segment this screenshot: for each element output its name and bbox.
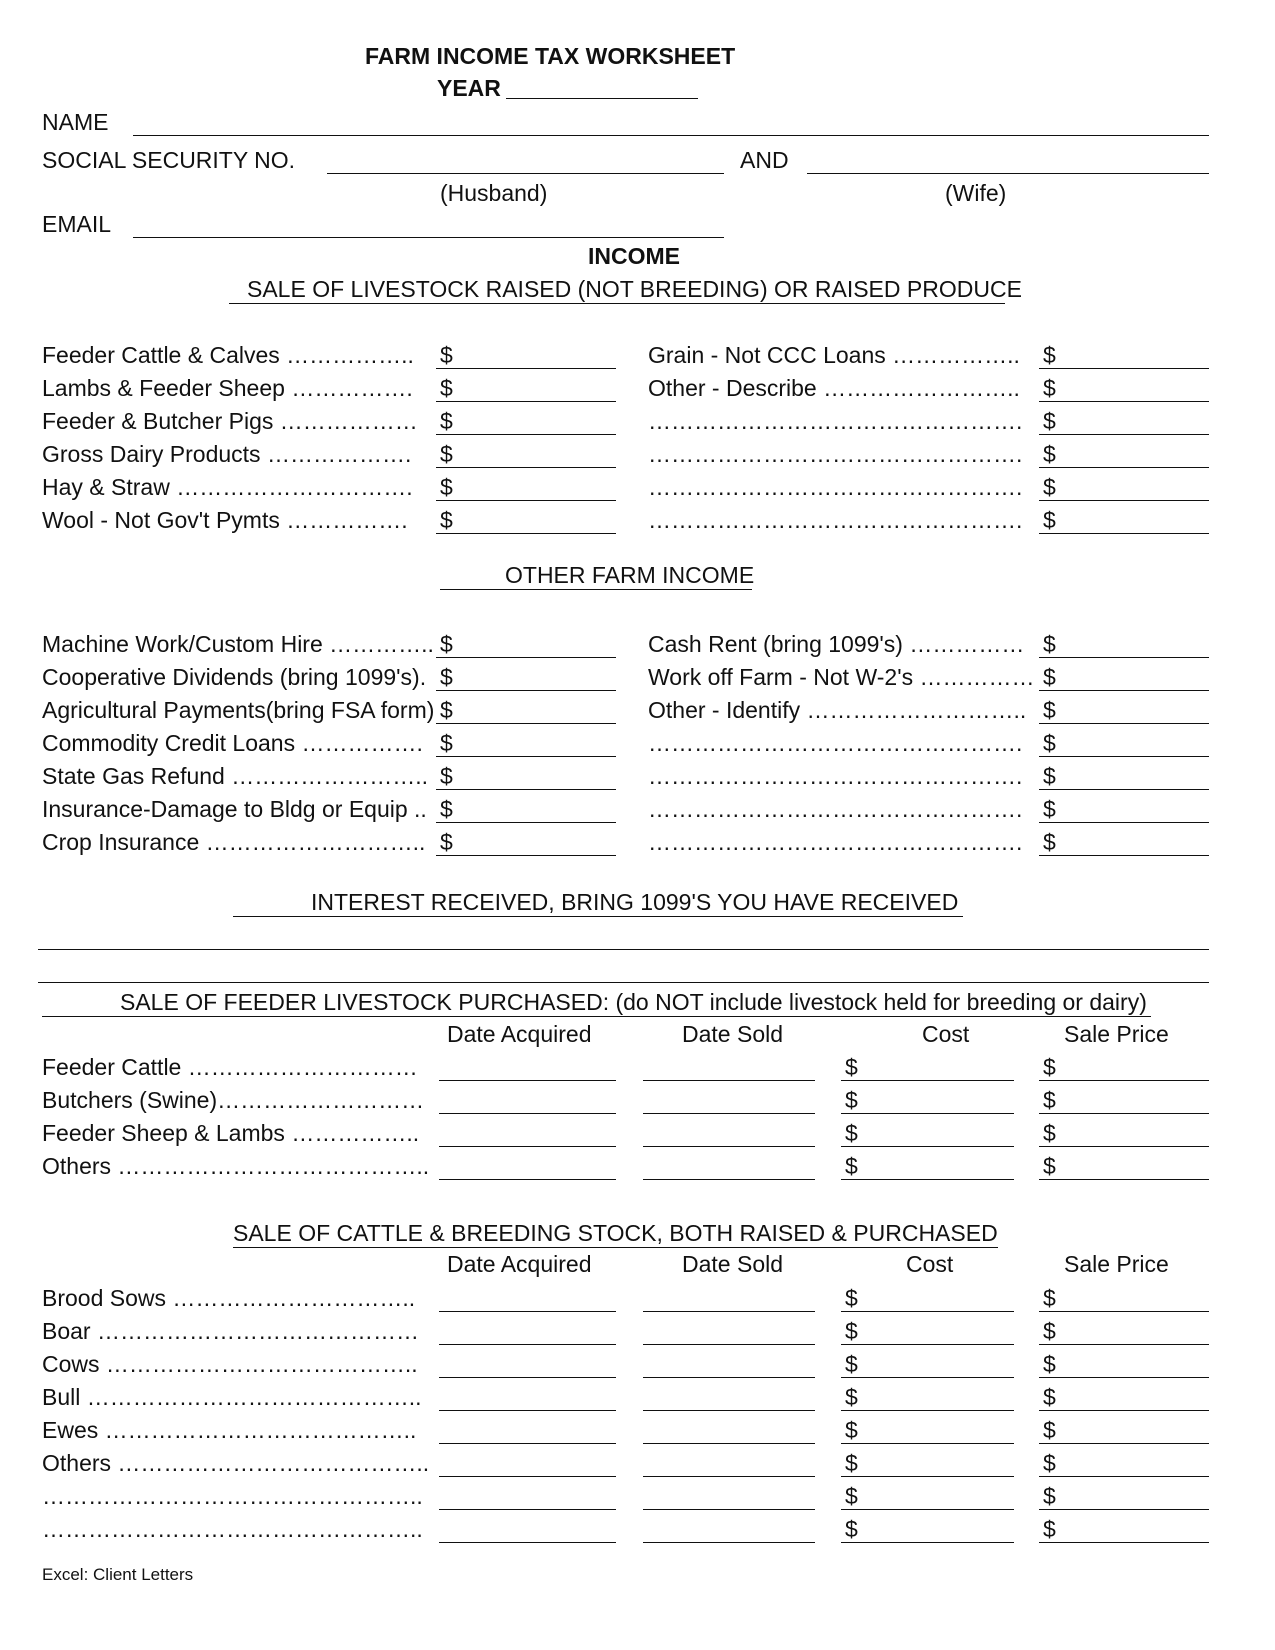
breeding-row-label: Brood Sows ………………………….. [42, 1285, 416, 1311]
income-amount-field[interactable] [436, 374, 616, 402]
dollar-sign: $ [440, 796, 453, 822]
other-income-item-label: Other - Identify ……………………….. [648, 697, 1027, 723]
dollar-sign: $ [1043, 796, 1056, 822]
breeding-sale-underline [233, 1247, 998, 1248]
other-income-amount-field[interactable] [1039, 663, 1209, 691]
other-income-item-label: Commodity Credit Loans ……………. [42, 730, 423, 756]
other-income-amount-field[interactable] [1039, 696, 1209, 724]
dollar-sign: $ [1043, 1120, 1056, 1146]
income-item-label: Feeder & Butcher Pigs ……………… [42, 408, 418, 434]
dollar-sign: $ [1043, 1087, 1056, 1113]
ssn-label: SOCIAL SECURITY NO. [42, 147, 296, 173]
breeding-date-sold-field[interactable] [643, 1383, 815, 1411]
breeding-sale-heading: SALE OF CATTLE & BREEDING STOCK, BOTH RAISED & PURCHASED [233, 1220, 998, 1246]
dollar-sign: $ [1043, 1450, 1056, 1476]
other-income-amount-field[interactable] [436, 663, 616, 691]
year-field[interactable] [506, 98, 698, 99]
breeding-col-date-acquired: Date Acquired [447, 1251, 592, 1277]
other-income-item-label: Cash Rent (bring 1099's) …………… [648, 631, 1025, 657]
breeding-cost-field[interactable] [841, 1317, 1014, 1345]
income-subheading-underline [229, 303, 1005, 304]
dollar-sign: $ [1043, 1417, 1056, 1443]
breeding-cost-field[interactable] [841, 1482, 1014, 1510]
income-item-label: Other - Describe …………………….. [648, 375, 1020, 401]
other-income-item-label: State Gas Refund …………………….. [42, 763, 429, 789]
name-label: NAME [42, 109, 109, 135]
breeding-cost-field[interactable] [841, 1449, 1014, 1477]
dollar-sign: $ [440, 631, 453, 657]
income-item-label: …………………………………………. [648, 408, 1023, 434]
feeder-date-acquired-field[interactable] [439, 1053, 616, 1081]
husband-label: (Husband) [440, 180, 548, 206]
dollar-sign: $ [440, 375, 453, 401]
other-income-amount-field[interactable] [1039, 762, 1209, 790]
feeder-sale-price-field[interactable] [1039, 1053, 1209, 1081]
income-amount-field[interactable] [436, 473, 616, 501]
dollar-sign: $ [1043, 408, 1056, 434]
other-income-amount-field[interactable] [436, 828, 616, 856]
breeding-sale-price-field[interactable] [1039, 1317, 1209, 1345]
breeding-date-sold-field[interactable] [643, 1515, 815, 1543]
income-item-label: …………………………………………. [648, 507, 1023, 533]
feeder-row-label: Others ………………………………….. [42, 1153, 430, 1179]
income-amount-field[interactable] [1039, 407, 1209, 435]
income-subheading: SALE OF LIVESTOCK RAISED (NOT BREEDING) OR RAISED PRODUCE [247, 276, 1022, 302]
other-income-amount-field[interactable] [1039, 630, 1209, 658]
dollar-sign: $ [845, 1417, 858, 1443]
breeding-date-acquired-field[interactable] [439, 1416, 616, 1444]
feeder-date-sold-field[interactable] [643, 1119, 815, 1147]
income-item-label: Lambs & Feeder Sheep ……………. [42, 375, 413, 401]
income-amount-field[interactable] [1039, 374, 1209, 402]
breeding-sale-price-field[interactable] [1039, 1383, 1209, 1411]
dollar-sign: $ [845, 1483, 858, 1509]
dollar-sign: $ [1043, 664, 1056, 690]
dollar-sign: $ [845, 1054, 858, 1080]
dollar-sign: $ [1043, 1351, 1056, 1377]
income-heading: INCOME [588, 243, 680, 269]
dollar-sign: $ [1043, 1054, 1056, 1080]
breeding-date-sold-field[interactable] [643, 1449, 815, 1477]
dollar-sign: $ [1043, 342, 1056, 368]
income-amount-field[interactable] [436, 440, 616, 468]
dollar-sign: $ [845, 1450, 858, 1476]
other-income-amount-field[interactable] [1039, 795, 1209, 823]
income-amount-field[interactable] [1039, 341, 1209, 369]
other-income-item-label: …………………………………………. [648, 763, 1023, 789]
dollar-sign: $ [1043, 697, 1056, 723]
income-amount-field[interactable] [436, 506, 616, 534]
other-income-item-label: Crop Insurance ……………………….. [42, 829, 426, 855]
feeder-col-cost: Cost [922, 1021, 970, 1047]
breeding-date-acquired-field[interactable] [439, 1482, 616, 1510]
breeding-date-sold-field[interactable] [643, 1416, 815, 1444]
other-income-item-label: …………………………………………. [648, 796, 1023, 822]
dollar-sign: $ [1043, 375, 1056, 401]
breeding-sale-price-field[interactable] [1039, 1515, 1209, 1543]
ssn-husband-field[interactable] [327, 173, 724, 174]
breeding-row-label: Boar …………………………………… [42, 1318, 419, 1344]
breeding-row-label: ………………………………………….. [42, 1483, 423, 1509]
other-income-heading: OTHER FARM INCOME [505, 562, 755, 588]
income-item-label: …………………………………………. [648, 474, 1023, 500]
feeder-row-label: Feeder Cattle ………………………… [42, 1054, 418, 1080]
other-income-amount-field[interactable] [436, 795, 616, 823]
dollar-sign: $ [845, 1285, 858, 1311]
breeding-cost-field[interactable] [841, 1350, 1014, 1378]
breeding-row-label: Ewes ………………………………….. [42, 1417, 417, 1443]
email-field[interactable] [133, 237, 724, 238]
breeding-row-label: ………………………………………….. [42, 1516, 423, 1542]
feeder-sale-underline [42, 1016, 1151, 1017]
year-label: YEAR [437, 75, 501, 101]
other-income-item-label: Agricultural Payments(bring FSA form) [42, 697, 435, 723]
breeding-date-acquired-field[interactable] [439, 1449, 616, 1477]
breeding-date-sold-field[interactable] [643, 1482, 815, 1510]
feeder-col-date-acquired: Date Acquired [447, 1021, 592, 1047]
other-income-amount-field[interactable] [1039, 828, 1209, 856]
other-income-amount-field[interactable] [436, 630, 616, 658]
interest-field-2[interactable] [38, 982, 1209, 983]
breeding-row-label: Others ………………………………….. [42, 1450, 430, 1476]
other-income-item-label: Machine Work/Custom Hire ………….. [42, 631, 434, 657]
feeder-sale-price-field[interactable] [1039, 1152, 1209, 1180]
name-field[interactable] [133, 135, 1209, 136]
breeding-date-acquired-field[interactable] [439, 1383, 616, 1411]
feeder-date-acquired-field[interactable] [439, 1119, 616, 1147]
feeder-sale-heading: SALE OF FEEDER LIVESTOCK PURCHASED: (do NOT include livestock held for breeding or dairy) [120, 989, 1147, 1015]
other-income-item-label: Cooperative Dividends (bring 1099's). [42, 664, 427, 690]
income-amount-field[interactable] [436, 341, 616, 369]
dollar-sign: $ [1043, 1318, 1056, 1344]
other-income-underline [440, 589, 752, 590]
income-amount-field[interactable] [1039, 473, 1209, 501]
breeding-date-sold-field[interactable] [643, 1317, 815, 1345]
wife-label: (Wife) [945, 180, 1007, 206]
dollar-sign: $ [1043, 1153, 1056, 1179]
feeder-cost-field[interactable] [841, 1086, 1014, 1114]
dollar-sign: $ [1043, 1483, 1056, 1509]
breeding-col-sale-price: Sale Price [1064, 1251, 1169, 1277]
dollar-sign: $ [845, 1120, 858, 1146]
income-item-label: …………………………………………. [648, 441, 1023, 467]
feeder-date-sold-field[interactable] [643, 1152, 815, 1180]
dollar-sign: $ [1043, 730, 1056, 756]
dollar-sign: $ [1043, 1285, 1056, 1311]
dollar-sign: $ [1043, 829, 1056, 855]
dollar-sign: $ [1043, 474, 1056, 500]
dollar-sign: $ [1043, 441, 1056, 467]
feeder-col-sale-price: Sale Price [1064, 1021, 1169, 1047]
other-income-amount-field[interactable] [436, 762, 616, 790]
breeding-date-acquired-field[interactable] [439, 1284, 616, 1312]
breeding-row-label: Bull …………………………………….. [42, 1384, 422, 1410]
feeder-sale-price-field[interactable] [1039, 1086, 1209, 1114]
other-income-item-label: Work off Farm - Not W-2's …………… [648, 664, 1035, 690]
footer-note: Excel: Client Letters [42, 1565, 194, 1584]
other-income-amount-field[interactable] [436, 696, 616, 724]
breeding-date-sold-field[interactable] [643, 1350, 815, 1378]
interest-underline [233, 916, 963, 917]
income-item-label: Feeder Cattle & Calves …………….. [42, 342, 414, 368]
and-label: AND [740, 147, 789, 173]
email-label: EMAIL [42, 211, 112, 237]
income-item-label: Grain - Not CCC Loans …………….. [648, 342, 1020, 368]
dollar-sign: $ [845, 1318, 858, 1344]
breeding-sale-price-field[interactable] [1039, 1284, 1209, 1312]
feeder-date-acquired-field[interactable] [439, 1152, 616, 1180]
income-amount-field[interactable] [436, 407, 616, 435]
feeder-cost-field[interactable] [841, 1119, 1014, 1147]
other-income-item-label: …………………………………………. [648, 730, 1023, 756]
income-amount-field[interactable] [1039, 440, 1209, 468]
breeding-cost-field[interactable] [841, 1284, 1014, 1312]
interest-heading: INTEREST RECEIVED, BRING 1099'S YOU HAVE RECEIVED [311, 889, 959, 915]
feeder-sale-price-field[interactable] [1039, 1119, 1209, 1147]
dollar-sign: $ [440, 829, 453, 855]
dollar-sign: $ [440, 763, 453, 789]
income-item-label: Hay & Straw …………………………. [42, 474, 413, 500]
feeder-row-label: Feeder Sheep & Lambs …………….. [42, 1120, 420, 1146]
breeding-sale-price-field[interactable] [1039, 1482, 1209, 1510]
feeder-date-sold-field[interactable] [643, 1086, 815, 1114]
ssn-wife-field[interactable] [807, 173, 1209, 174]
dollar-sign: $ [440, 697, 453, 723]
dollar-sign: $ [440, 441, 453, 467]
breeding-sale-price-field[interactable] [1039, 1416, 1209, 1444]
income-amount-field[interactable] [1039, 506, 1209, 534]
feeder-cost-field[interactable] [841, 1053, 1014, 1081]
feeder-row-label: Butchers (Swine)……………………… [42, 1087, 425, 1113]
income-item-label: Gross Dairy Products ………………. [42, 441, 412, 467]
dollar-sign: $ [1043, 507, 1056, 533]
feeder-col-date-sold: Date Sold [682, 1021, 784, 1047]
breeding-date-acquired-field[interactable] [439, 1515, 616, 1543]
breeding-date-acquired-field[interactable] [439, 1350, 616, 1378]
dollar-sign: $ [845, 1384, 858, 1410]
breeding-row-label: Cows ………………………………….. [42, 1351, 418, 1377]
breeding-cost-field[interactable] [841, 1383, 1014, 1411]
breeding-date-sold-field[interactable] [643, 1284, 815, 1312]
breeding-sale-price-field[interactable] [1039, 1350, 1209, 1378]
dollar-sign: $ [440, 730, 453, 756]
dollar-sign: $ [1043, 631, 1056, 657]
feeder-date-acquired-field[interactable] [439, 1086, 616, 1114]
dollar-sign: $ [440, 664, 453, 690]
dollar-sign: $ [440, 474, 453, 500]
dollar-sign: $ [440, 342, 453, 368]
dollar-sign: $ [845, 1087, 858, 1113]
dollar-sign: $ [1043, 763, 1056, 789]
other-income-amount-field[interactable] [436, 729, 616, 757]
breeding-cost-field[interactable] [841, 1515, 1014, 1543]
dollar-sign: $ [1043, 1384, 1056, 1410]
feeder-date-sold-field[interactable] [643, 1053, 815, 1081]
dollar-sign: $ [845, 1516, 858, 1542]
dollar-sign: $ [1043, 1516, 1056, 1542]
dollar-sign: $ [845, 1153, 858, 1179]
breeding-sale-price-field[interactable] [1039, 1449, 1209, 1477]
breeding-col-date-sold: Date Sold [682, 1251, 784, 1277]
dollar-sign: $ [845, 1351, 858, 1377]
dollar-sign: $ [440, 507, 453, 533]
other-income-item-label: Insurance-Damage to Bldg or Equip .. [42, 796, 427, 822]
interest-field-1[interactable] [38, 949, 1209, 950]
other-income-amount-field[interactable] [1039, 729, 1209, 757]
dollar-sign: $ [440, 408, 453, 434]
page-title: FARM INCOME TAX WORKSHEET [365, 43, 736, 69]
other-income-item-label: …………………………………………. [648, 829, 1023, 855]
breeding-cost-field[interactable] [841, 1416, 1014, 1444]
feeder-cost-field[interactable] [841, 1152, 1014, 1180]
breeding-col-cost: Cost [906, 1251, 954, 1277]
income-item-label: Wool - Not Gov't Pymts ……………. [42, 507, 408, 533]
breeding-date-acquired-field[interactable] [439, 1317, 616, 1345]
